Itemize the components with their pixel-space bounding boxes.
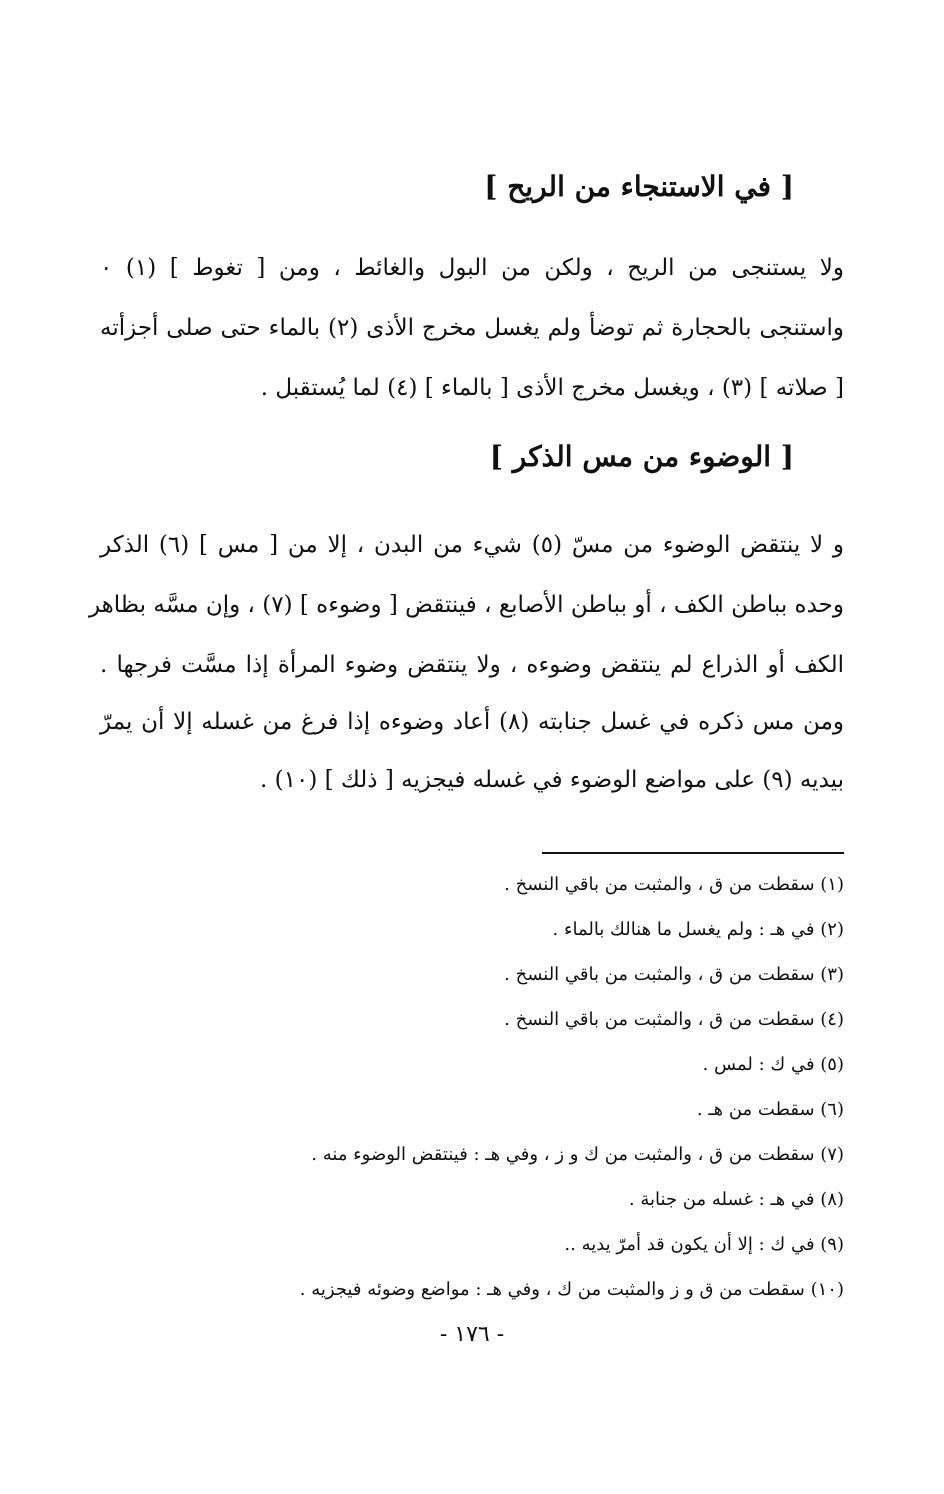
paragraph-line: و لا ينتقض الوضوء من مسّ (٥) شيء من البدن ، إلا من [ مس ] (٦) الذكر xyxy=(100,532,844,558)
paragraph-line: ولا يستنجى من الريح ، ولكن من البول والغائط ، ومن [ تغوط ] (١) ٠ xyxy=(100,255,844,281)
section-heading-wudu: [ الوضوء من مس الذكر ] xyxy=(489,440,794,473)
footnote: (٧) سقطت من ق ، والمثبت من ك و ز ، وفي هـ : فينتقض الوضوء منه . xyxy=(311,1144,844,1165)
footnote: (٦) سقطت من هـ . xyxy=(696,1099,844,1120)
footnote: (٨) في هـ : غسله من جنابة . xyxy=(628,1189,844,1210)
footnote: (١) سقطت من ق ، والمثبت من باقي النسخ . xyxy=(504,874,844,895)
paragraph-line: بيديه (٩) على مواضع الوضوء في غسله فيجزيه [ ذلك ] (١٠) . xyxy=(260,767,844,793)
paragraph-line: الكف أو الذراع لم ينتقض وضوءه ، ولا ينتقض وضوء المرأة إذا مسَّت فرجها . xyxy=(100,652,844,678)
paragraph-line: [ صلاته ] (٣) ، ويغسل مخرج الأذى [ بالماء ] (٤) لما يُستقبل . xyxy=(260,375,844,401)
footnote: (٩) في ك : إلا أن يكون قد أمرّ يديه .. xyxy=(564,1234,844,1255)
paragraph-line: ومن مس ذكره في غسل جنابته (٨) أعاد وضوءه إذا فرغ من غسله إلا أن يمرّ xyxy=(100,709,844,735)
footnote-separator xyxy=(542,852,844,854)
paragraph-line: واستنجى بالحجارة ثم توضأ ولم يغسل مخرج الأذى (٢) بالماء حتى صلى أجزأته xyxy=(100,315,844,341)
footnote: (١٠) سقطت من ق و ز والمثبت من ك ، وفي هـ : مواضع وضوئه فيجزيه . xyxy=(299,1279,844,1300)
section-heading-istinja: [ في الاستنجاء من الريح ] xyxy=(484,170,794,203)
paragraph-line: وحده بباطن الكف ، أو بباطن الأصابع ، فينتقض [ وضوءه ] (٧) ، وإن مسَّه بظاهر xyxy=(88,592,844,618)
footnote: (٢) في هـ : ولم يغسل ما هنالك بالماء . xyxy=(552,919,844,940)
page-number: - ١٧٦ - xyxy=(439,1322,505,1347)
footnote: (٥) في ك : لمس . xyxy=(702,1054,844,1075)
footnote: (٣) سقطت من ق ، والمثبت من باقي النسخ . xyxy=(504,964,844,985)
footnote: (٤) سقطت من ق ، والمثبت من باقي النسخ . xyxy=(504,1009,844,1030)
